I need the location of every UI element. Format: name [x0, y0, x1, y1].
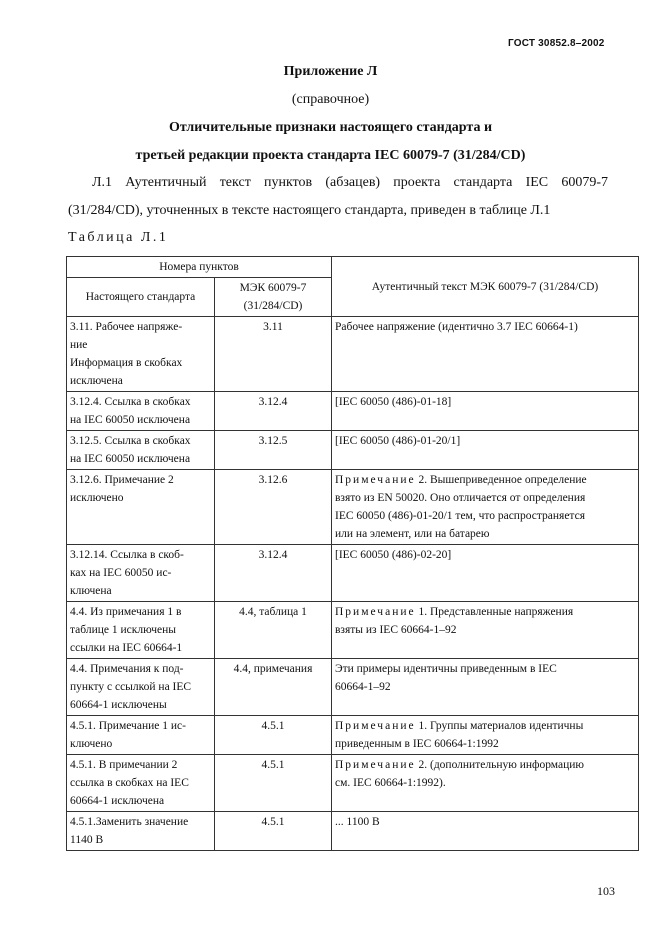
authentic-text-line: см. IEC 60664-1:1992).: [335, 777, 446, 789]
iec-clause-text: 3.12.6: [258, 474, 288, 486]
table-row: [67, 659, 639, 716]
page-number: 103: [597, 884, 615, 898]
clause-text-line: пункту с ссылкой на IEC: [70, 681, 192, 693]
clause-text-line: 3.11. Рабочее напряже-: [70, 321, 183, 333]
authentic-text-cell: [332, 317, 639, 392]
authentic-text-line: взято из EN 50020. Оно отличается от определения: [335, 492, 586, 504]
header-group-cell: [67, 257, 332, 278]
clause-cell: [67, 470, 215, 545]
table-row: [67, 545, 639, 602]
iec-clause-cell: [215, 470, 332, 545]
header-col2-cell: [215, 278, 332, 317]
authentic-text-line: [IEC 60050 (486)-01-20/1]: [335, 435, 461, 447]
note-label: Примечание: [335, 720, 416, 732]
iec-clause-text: 3.12.4: [258, 549, 288, 561]
clause-text-line: 3.12.5. Ссылка в скобках: [70, 435, 191, 447]
iec-clause-text: 4.5.1: [261, 816, 285, 828]
table-row: [67, 602, 639, 659]
clause-text-line: на IEC 60050 исключена: [70, 414, 191, 426]
header-col1-label: Настоящего стандарта: [85, 291, 196, 303]
authentic-text-line: 60664-1–92: [335, 681, 391, 693]
comparison-table: [66, 256, 639, 851]
iec-clause-cell: [215, 545, 332, 602]
authentic-text-cell: [332, 716, 639, 755]
iec-clause-cell: [215, 431, 332, 470]
iec-clause-text: 3.12.5: [258, 435, 288, 447]
appendix-heading-line-2: третьей редакции проекта стандарта IEC 60079-7 (31/284/CD): [135, 148, 526, 163]
authentic-text-cell: [332, 755, 639, 812]
iec-clause-cell: [215, 602, 332, 659]
iec-clause-cell: [215, 812, 332, 851]
authentic-text-line: 2. (дополнительную информацию: [415, 759, 584, 771]
clause-text-line: исключена: [70, 375, 123, 387]
clause-text-line: 4.5.1. В примечании 2: [70, 759, 178, 771]
iec-clause-text: 4.5.1: [261, 759, 285, 771]
clause-text-line: 4.5.1. Примечание 1 ис-: [70, 720, 186, 732]
header-col2-line1: МЭК 60079-7: [239, 282, 307, 294]
iec-clause-cell: [215, 317, 332, 392]
clause-text-line: 4.4. Из примечания 1 в: [70, 606, 182, 618]
table-row: [67, 470, 639, 545]
clause-text-line: 4.4. Примечания к под-: [70, 663, 184, 675]
authentic-text-line: 1. Представленные напряжения: [415, 606, 574, 618]
table-caption: Таблица Л.1: [68, 230, 169, 245]
authentic-text-line: 1. Группы материалов идентичны: [415, 720, 584, 732]
clause-text-line: 3.12.4. Ссылка в скобках: [70, 396, 191, 408]
note-label: Примечание: [335, 606, 416, 618]
clause-text-line: 3.12.14. Ссылка в скоб-: [70, 549, 184, 561]
iec-clause-text: 4.4, таблица 1: [239, 606, 307, 618]
header-col3-label: Аутентичный текст МЭК 60079-7 (31/284/CD): [371, 280, 599, 293]
authentic-text-cell: [332, 392, 639, 431]
iec-clause-text: 3.12.4: [258, 396, 288, 408]
authentic-text-cell: [332, 431, 639, 470]
clause-cell: [67, 545, 215, 602]
clause-text-line: Информация в скобках: [70, 357, 183, 369]
authentic-text-line: приведенным в IEC 60664-1:1992: [335, 738, 499, 750]
clause-text-line: 1140 В: [70, 834, 104, 846]
clause-text-line: 4.5.1.Заменить значение: [70, 816, 189, 828]
clause-text-line: ках на IEC 60050 ис-: [70, 567, 172, 579]
iec-clause-text: 3.11: [263, 321, 283, 333]
clause-text-line: ние: [70, 339, 88, 351]
appendix-title: Приложение Л: [283, 64, 378, 79]
iec-clause-text: 4.5.1: [261, 720, 285, 732]
authentic-text-line: Эти примеры идентичны приведенным в IEC: [335, 663, 557, 675]
appendix-heading-line-1: Отличительные признаки настоящего стандарта и: [168, 120, 493, 135]
standard-code: ГОСТ 30852.8–2002: [508, 38, 605, 49]
authentic-text-line: IEC 60050 (486)-01-20/1 тем, что распространяется: [335, 510, 585, 522]
header-group-label: Номера пунктов: [159, 261, 239, 273]
clause-text-line: 60664-1 исключены: [70, 699, 167, 711]
authentic-text-line: [IEC 60050 (486)-02-20]: [335, 549, 452, 561]
appendix-kind: (справочное): [291, 92, 370, 107]
clause-cell: [67, 431, 215, 470]
authentic-text-cell: [332, 812, 639, 851]
authentic-text-cell: [332, 602, 639, 659]
table-row: [67, 317, 639, 392]
header-col2-line2: (31/284/CD): [243, 300, 303, 312]
authentic-text-cell: [332, 545, 639, 602]
table-row: [67, 431, 639, 470]
authentic-text-cell: [332, 470, 639, 545]
iec-clause-cell: [215, 392, 332, 431]
header-col1-cell: [67, 278, 215, 317]
clause-text-line: 60664-1 исключена: [70, 795, 165, 807]
clause-cell: [67, 602, 215, 659]
clause-cell: [67, 716, 215, 755]
authentic-text-line: [IEC 60050 (486)-01-18]: [335, 396, 452, 408]
authentic-text-cell: [332, 659, 639, 716]
authentic-text-line: взяты из IEC 60664-1–92: [335, 624, 457, 636]
authentic-text-line: 2. Вышеприведенное определение: [415, 474, 587, 486]
clause-cell: [67, 392, 215, 431]
authentic-text-line: ... 1100 В: [335, 816, 380, 828]
table-row: [67, 812, 639, 851]
clause-text-line: ключена: [70, 585, 112, 597]
clause-cell: [67, 755, 215, 812]
clause-text-line: ключено: [70, 738, 113, 750]
clause-cell: [67, 659, 215, 716]
paragraph-line-2: (31/284/CD), уточненных в тексте настоящего стандарта, приведен в таблице Л.1: [68, 203, 551, 218]
iec-clause-cell: [215, 755, 332, 812]
clause-cell: [67, 812, 215, 851]
clause-text-line: таблице 1 исключены: [70, 624, 176, 636]
paragraph-line-1: Л.1 Аутентичный текст пунктов (абзацев) проекта стандарта IEC 60079-7: [92, 175, 608, 190]
iec-clause-cell: [215, 659, 332, 716]
table-row: [67, 755, 639, 812]
clause-cell: [67, 317, 215, 392]
note-label: Примечание: [335, 474, 416, 486]
clause-text-line: исключено: [70, 492, 124, 504]
clause-text-line: на IEC 60050 исключена: [70, 453, 191, 465]
clause-text-line: ссылки на IEC 60664-1: [70, 642, 183, 654]
note-label: Примечание: [335, 759, 416, 771]
clause-text-line: 3.12.6. Примечание 2: [70, 474, 174, 486]
table-row: [67, 392, 639, 431]
table-row: [67, 716, 639, 755]
iec-clause-text: 4.4, примечания: [233, 663, 313, 675]
clause-text-line: ссылка в скобках на IEC: [70, 777, 189, 789]
header-col3-cell: [332, 257, 639, 317]
table-body: [67, 317, 639, 851]
authentic-text-line: или на элемент, или на батарею: [335, 528, 490, 540]
iec-clause-cell: [215, 716, 332, 755]
authentic-text-line: Рабочее напряжение (идентично 3.7 IEC 60664-1): [335, 321, 578, 333]
